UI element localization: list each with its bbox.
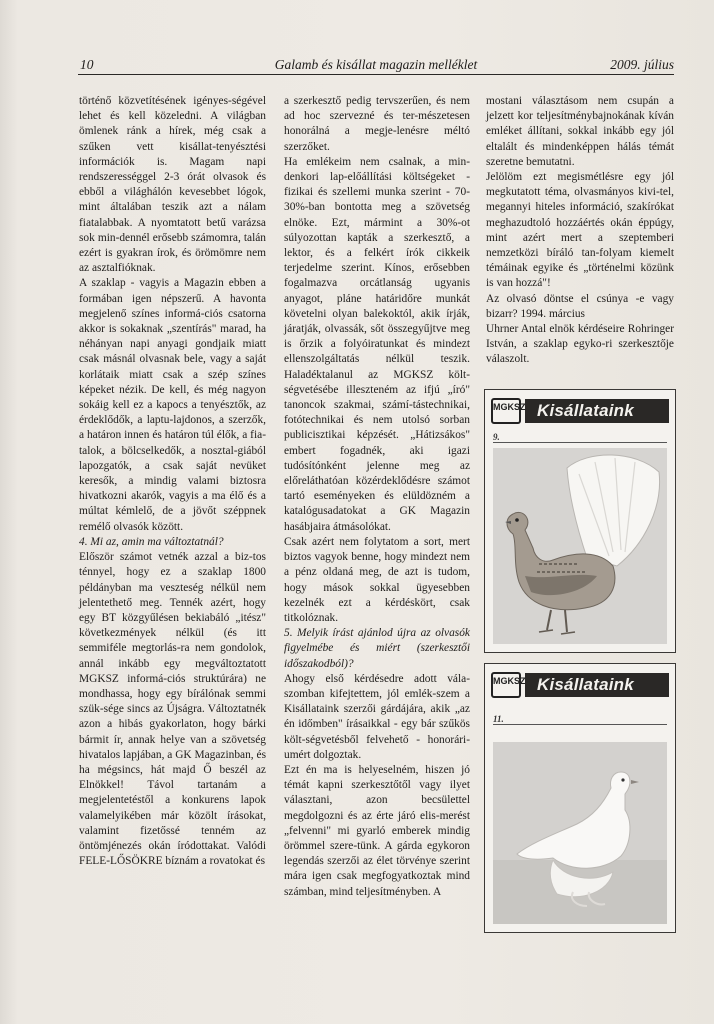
paragraph: A szaklap - vagyis a Magazin ebben a formában igen népszerű. A havonta megjelenő színes informá-ciós csatorna akkor is sokaknak „szentírás" marad, ha néhányan napi anyagi gondjaik miatt csak másnál olvasnak bele, vagy a saját korlátaik miatt csak a szép színes képeket nézik. De kell, és még nagyon sokáig kell ez a kapocs a tenyésztők, az érdeklődők, a laptu-lajdonos, a szerzők, a határon innen és határon túl élők, a fia-talok, a bölcselkedők, a nosztal-giából lapozgatók, a csak saját nevüket keresők, a mindig valami biztosra hivatkozni akarók, vagyis a ma élő és a múltat kémlelő, de a jövőt széppnek remélő olvasók között.	[79, 277, 266, 533]
cover-masthead	[491, 672, 669, 698]
cover-subline	[493, 714, 667, 725]
paragraph: Ha emlékeim nem csalnak, a min-denkori lap-előállítási költségeket - fizikai és szellemi munka szerint - 70-30%-ban bontotta meg a szövetség elnöke. Ezt, mármint a 30%-ot súlyozottan kapták a szerkesztő, a lektor, és a felkért írók cikkeik terjedelme szerint. Kínos, erősebben fogalmazva orcátlanság ugyanis anyagot, pláne határidőre munkát követelni olyan balekoktól, akik írják, járatják, olvassák, sőt összegyűjtve meg is őrzik a folyóiratunkat és mindezt ellenszolgáltatás nélkül teszik. Haladéktalanul az MGKSZ költ-ségvetésébe illeszteném az ifjú „író" tanoncok szakmai, számí-tástechnikai, fotótechnikai és nem utolsó sorban publicisztikai képzését. „Hátizsákos" embert fogadnék, aki igazi tudósítónként jelenne meg az előreláthatóan közérdeklődésre számot tartó eseményeken és elüldözném a katalógusadatokat a GK Magazin hasábjaira átmásolókat.	[284, 155, 470, 533]
paragraph: Az olvasó döntse el csúnya -e vagy bizarr? 1994. március	[486, 292, 674, 320]
paragraph: a szerkesztő pedig tervszerűen, és nem ad hoc szervezné és ter-mészetesen honorálná a megje-lenésre méltó szerzőket.	[284, 95, 470, 153]
paragraph: Először számot vetnék azzal a biz-tos ténnyel, hogy ez a szaklap 1800 példányban ma veszteség nélkül nem jelentethető meg. Tennék azért, hogy egy BT közgyűlésen bekiabáló „itész" következmények nélkül (és itt semmiféle megtorlás-ra nem gondolok, annál inkább egy megváltoztatott MGKSZ informá-ciós struktúrára) ne mondhassa, hogy egy bírálónak semmi szük-sége sincs az Újságra. Változtatnék azon a hibás gyakorlaton, hogy bárki bármit ír, annak helye van a szövetség hivatalos lapjában, a GK Magazinban, és ha mégsincs, hát majd Ő beszél az Elnökkel! Távol tartanám a megjelentetéstől a konkurens lapok valamelyikében már közölt írásokat, valamint fizetőssé tenném az öntömjénezés okán íródottakat. Valódi FELE-LŐSÖKRE bíznám a rovatokat és	[79, 551, 266, 868]
column-2	[284, 94, 470, 900]
paragraph: történő közvetítésének igényes-ségével lehet és kell közeledni. A világban ömlenek ránk a hírek, még csak a szűken vett kisállat-tenyésztési információk is. Magam napi rendszerességgel 2-3 órát olvasok és ebből a világhálón kevesebbet lógok, mint általában teszik azt a nálam fiatalabbak. A nyomtatott betű varázsa sok min-dennél erősebb számomra, talán ezért is gyakran írok, és örömömre nem az asztalfióknak.	[79, 95, 266, 275]
cover-masthead	[491, 398, 669, 424]
paragraph: Csak azért nem folytatom a sort, mert biztos vagyok benne, hogy mindezt nem a pénz oldaná meg, de azt is tudom, hogy mások sokkal ügyesebben kezelnék ezt a kérdéskört, csak titkolóznak.	[284, 535, 470, 624]
mgksz-logo-icon: MGKSZ	[491, 398, 521, 424]
white-pigeon-icon	[493, 742, 667, 924]
cover-subline	[493, 432, 667, 443]
cover-title: Kisállataink	[525, 673, 669, 697]
cover-photo	[493, 448, 667, 644]
issue-number: 11.	[493, 714, 504, 724]
header-rule	[78, 74, 674, 75]
issue-number: 9.	[493, 432, 500, 442]
paragraph: Ezt én ma is helyeselném, hiszen jó témát kapni szerkesztőtől vagy ilyet választani, azon becsülettel megdolgozni és az érte járó elis-merést „felvenni" mi gyarló emberek mindig örömmel szere-tünk. A gárda egykoron legendás szerzői az élet törvénye szerint mára igen csak megfogyatkoztak mind számban, mind teljesítményben. A	[284, 763, 470, 898]
paragraph: mostani választásom nem csupán a jelzett kor teljesítménybajnokának kíván emléket állítani, sokkal inkább egy jól eltalált és mindenképpen hálás témát szeretne bemutatni.	[486, 95, 674, 168]
header-title: Galamb és kisállat magazin melléklet	[274, 57, 478, 72]
magazine-cover-2	[484, 663, 676, 933]
paragraph: Ahogy első kérdésedre adott vála-szomban kifejtettem, jól emlék-szem a Kisállataink szerzői gárdájára, akik „az én időmben" írásaikkal - egy bár szűkös költ-ségvetésből felvehető - honorári-umért dolgoztak.	[284, 672, 470, 761]
column-1	[79, 94, 266, 869]
cover-title: Kisállataink	[525, 399, 669, 423]
cover-photo	[493, 742, 667, 924]
page-header	[78, 54, 674, 74]
mgksz-logo-icon: MGKSZ	[491, 672, 521, 698]
question-4: 4. Mi az, amin ma változtatnál?	[79, 535, 224, 548]
header-date: 2009. július	[610, 57, 674, 72]
question-5: 5. Melyik írást ajánlod újra az olvasók figyelmébe és miért (szerkesztői időszakodból)?	[284, 627, 470, 670]
column-3	[486, 94, 674, 368]
fantail-pigeon-icon	[493, 448, 667, 644]
page-number: 10	[80, 57, 94, 72]
paragraph: Jelölöm ezt megismétlésre egy jól megkutatott téma, olvasmányos kivi-tel, megannyi hiteles információ, szakírókat meghazudtoló hozzáértés okán éppúgy, mint azért mert a szeptemberi nemzetközi bíráló tan-folyam kiemelt témáinak egyike és „történelmi közünk is van hozzá"!	[486, 171, 674, 290]
magazine-cover-1	[484, 389, 676, 653]
paragraph: Uhrner Antal elnök kérdéseire Rohringer István, a szaklap egyko-ri szerkesztője válaszolt.	[486, 323, 674, 366]
